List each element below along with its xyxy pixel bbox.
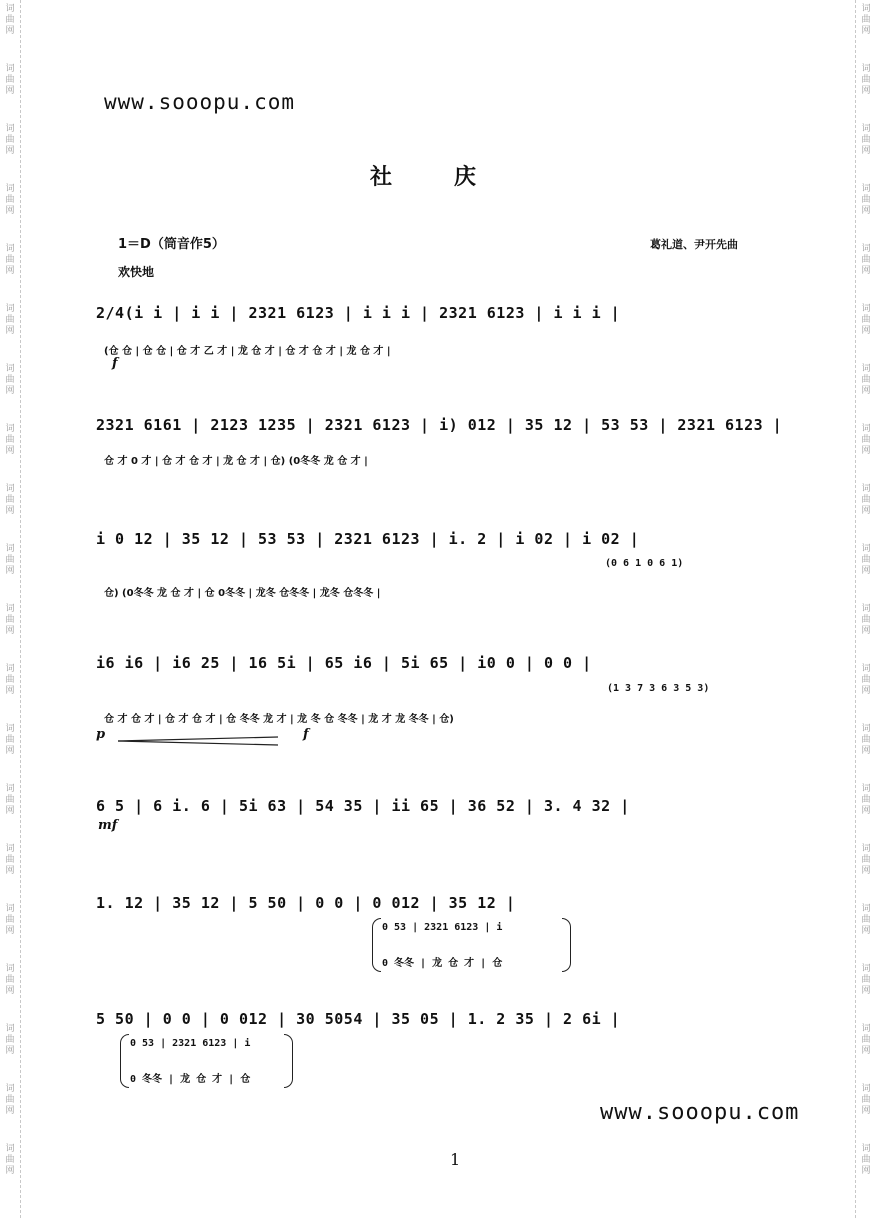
side-watermark-glyphs: 词 曲 网 (5, 364, 15, 396)
tempo-marking: 欢快地 (118, 265, 155, 279)
right-watermark-strip (855, 0, 876, 1218)
score-line-1-percussion: (仓 仓 | 仓 仓 | 仓 才 乙 才 | 龙 仓 才 | 仓 才 仓 才 | 龙 仓 才 | (104, 346, 391, 357)
score-line-3-sub-notes: (0 6 1 0 6 1) (605, 558, 684, 569)
side-watermark-glyphs: 词 曲 网 (5, 304, 15, 336)
side-watermark-glyphs: 词 曲 网 (5, 1144, 15, 1176)
side-watermark-glyphs: 词 曲 网 (5, 964, 15, 996)
dynamic-forte-2: f (303, 727, 309, 742)
side-watermark-glyphs: 词 曲 网 (861, 1144, 871, 1176)
score-line-7-melody: 5 50 | 0 0 | 0 012 | 30 5054 | 35 05 | 1. 2 35 | 2 6i | (96, 1010, 621, 1028)
side-watermark-glyphs: 词 曲 网 (5, 1084, 15, 1116)
score-line-3-percussion: 仓) (0冬冬 龙 仓 才 | 仓 0冬冬 | 龙冬 仓冬冬 | 龙冬 仓冬冬 | (104, 588, 381, 599)
side-watermark-glyphs: 词 曲 网 (5, 484, 15, 516)
side-watermark-glyphs: 词 曲 网 (5, 604, 15, 636)
side-watermark-glyphs: 词 曲 网 (861, 664, 871, 696)
page-title: 社庆 (370, 165, 539, 190)
side-watermark-glyphs: 词 曲 网 (861, 364, 871, 396)
side-watermark-glyphs: 词 曲 网 (5, 1024, 15, 1056)
inner-bracket-left-2 (120, 1034, 129, 1088)
side-watermark-glyphs: 词 曲 网 (861, 1024, 871, 1056)
side-watermark-glyphs: 词 曲 网 (861, 1084, 871, 1116)
side-watermark-glyphs: 词 曲 网 (861, 244, 871, 276)
side-watermark-glyphs: 词 曲 网 (5, 244, 15, 276)
side-watermark-glyphs: 词 曲 网 (5, 124, 15, 156)
inner-bracket-right (562, 918, 571, 972)
side-watermark-glyphs: 词 曲 网 (861, 424, 871, 456)
side-watermark-glyphs: 词 曲 网 (861, 124, 871, 156)
site-url-top[interactable]: www.sooopu.com (104, 90, 296, 114)
side-watermark-glyphs: 词 曲 网 (861, 304, 871, 336)
side-watermark-glyphs: 词 曲 网 (861, 484, 871, 516)
score-line-1-melody: 2/4(i i | i i | 2321 6123 | i i i | 2321 6123 | i i i | (96, 304, 621, 322)
score-line-2-melody: 2321 6161 | 2123 1235 | 2321 6123 | i) 012 | 35 12 | 53 53 | 2321 6123 | (96, 416, 783, 434)
score-line-6-sub-notes: 0 53 | 2321 6123 | i (382, 922, 503, 933)
dynamic-mezzo-forte: mf (98, 818, 118, 833)
side-watermark-glyphs: 词 曲 网 (5, 4, 15, 36)
side-watermark-glyphs: 词 曲 网 (861, 64, 871, 96)
score-line-4-percussion: 仓 才 仓 才 | 仓 才 仓 才 | 仓 冬冬 龙 才 | 龙 冬 仓 冬冬 | 龙 才 龙 冬冬 | 仓) (104, 714, 454, 725)
side-watermark-glyphs: 词 曲 网 (5, 904, 15, 936)
side-watermark-glyphs: 词 曲 网 (5, 844, 15, 876)
score-line-3-melody: i 0 12 | 35 12 | 53 53 | 2321 6123 | i. 2 | i 02 | i 02 | (96, 530, 640, 548)
side-watermark-glyphs: 词 曲 网 (861, 724, 871, 756)
dynamic-piano: p (96, 727, 106, 742)
side-watermark-glyphs: 词 曲 网 (5, 784, 15, 816)
side-watermark-glyphs: 词 曲 网 (5, 664, 15, 696)
score-line-6-sub-perc: 0 冬冬 | 龙 仓 才 | 仓 (382, 958, 503, 969)
side-watermark-glyphs: 词 曲 网 (861, 964, 871, 996)
side-watermark-glyphs: 词 曲 网 (5, 544, 15, 576)
side-watermark-glyphs: 词 曲 网 (861, 4, 871, 36)
score-line-4-melody: i6 i6 | i6 25 | 16 5i | 65 i6 | 5i 65 | i0 0 | 0 0 | (96, 654, 592, 672)
inner-bracket-right-2 (284, 1034, 293, 1088)
side-watermark-glyphs: 词 曲 网 (861, 904, 871, 936)
score-line-7-sub-notes: 0 53 | 2321 6123 | i (130, 1038, 251, 1049)
score-line-7-sub-perc: 0 冬冬 | 龙 仓 才 | 仓 (130, 1074, 251, 1085)
side-watermark-glyphs: 词 曲 网 (861, 604, 871, 636)
left-watermark-strip (0, 0, 21, 1218)
key-signature: 1＝D（筒音作5） (118, 237, 225, 252)
inner-bracket-left (372, 918, 381, 972)
side-watermark-glyphs: 词 曲 网 (5, 64, 15, 96)
score-line-6-melody: 1. 12 | 35 12 | 5 50 | 0 0 | 0 012 | 35 12 | (96, 894, 516, 912)
side-watermark-glyphs: 词 曲 网 (5, 424, 15, 456)
score-line-4-sub-notes: (1 3 7 3 6 3 5 3) (607, 683, 710, 694)
score-line-5-melody: 6 5 | 6 i. 6 | 5i 63 | 54 35 | ii 65 | 36 52 | 3. 4 32 | (96, 797, 630, 815)
composer-credit: 葛礼道、尹开先曲 (650, 238, 738, 251)
side-watermark-glyphs: 词 曲 网 (861, 544, 871, 576)
site-url-bottom[interactable]: www.sooopu.com (600, 1100, 800, 1125)
side-watermark-glyphs: 词 曲 网 (861, 784, 871, 816)
crescendo-hairpin (118, 736, 283, 746)
side-watermark-glyphs: 词 曲 网 (5, 724, 15, 756)
side-watermark-glyphs: 词 曲 网 (861, 844, 871, 876)
side-watermark-glyphs: 词 曲 网 (5, 184, 15, 216)
side-watermark-glyphs: 词 曲 网 (861, 184, 871, 216)
dynamic-forte: f (112, 356, 118, 371)
score-line-2-percussion: 仓 才 0 才 | 仓 才 仓 才 | 龙 仓 才 | 仓) (0冬冬 龙 仓 才 | (104, 456, 368, 467)
page-number: 1 (450, 1150, 461, 1169)
